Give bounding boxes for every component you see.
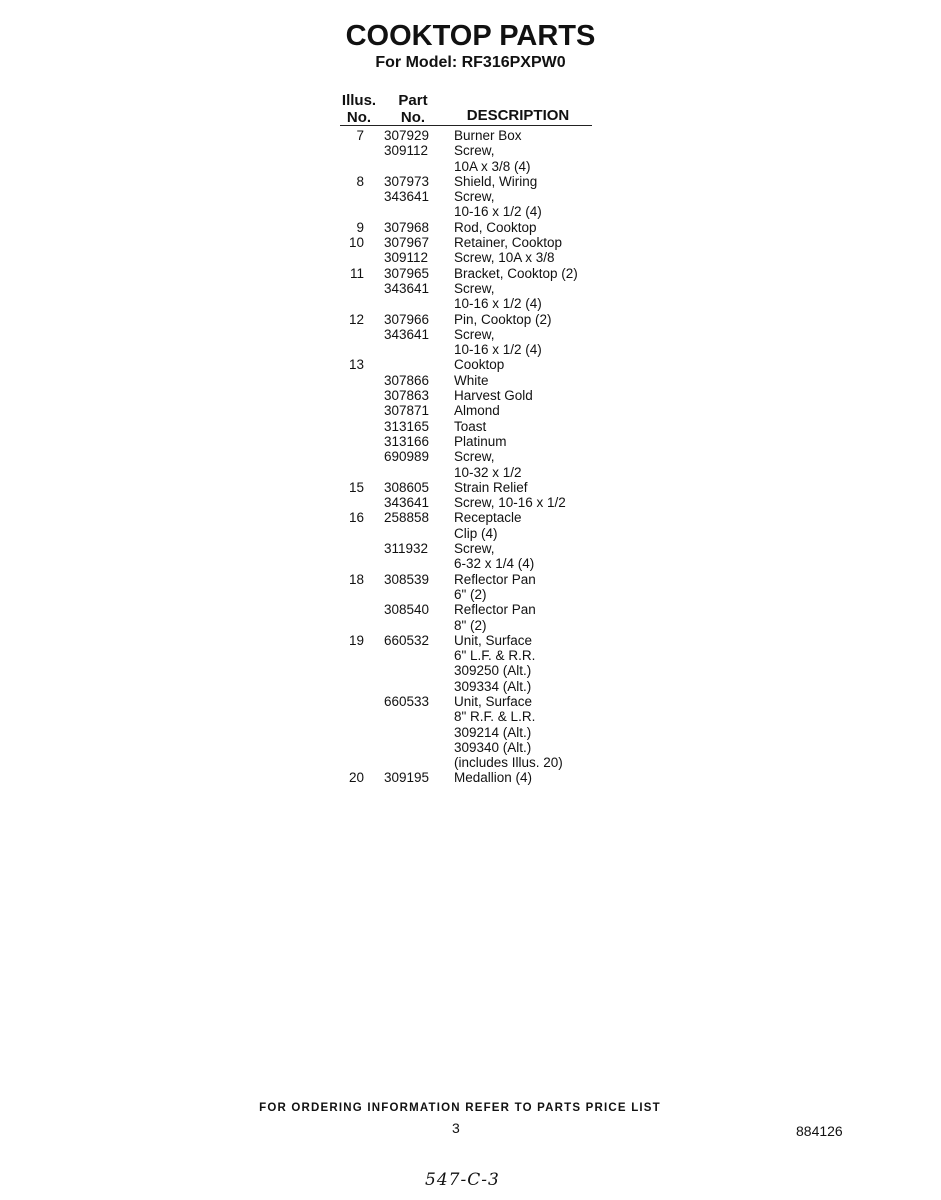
header-divider [340,125,592,126]
description-cell: Screw, 10-16 x 1/2 [454,495,566,511]
table-row [0,434,941,449]
description-cell: Retainer, Cooktop [454,235,563,251]
handwritten-mark: 547-C-3 [425,1170,500,1190]
description-cell: Unit, Surface [454,632,533,648]
part-header-line2: No. [400,109,426,126]
illus-no-cell: 7 [356,128,364,143]
table-row [0,220,941,235]
description-cell: Toast [454,418,487,434]
table-row [0,159,941,174]
description-cell: Almond [454,403,500,419]
illus-no-cell: 16 [348,510,364,526]
part-header-line1: Part [398,92,428,109]
table-row [0,373,941,388]
part-no-cell: 307968 [384,219,430,235]
table-row [0,403,941,418]
description-cell: 8" (2) [454,617,487,633]
description-cell: 10-16 x 1/2 (4) [454,296,542,312]
page-number: 3 [452,1120,460,1136]
table-row [0,189,941,204]
table-row [0,541,941,556]
description-cell: 10A x 3/8 (4) [454,158,531,174]
parts-table [0,128,941,786]
part-no-cell: 309112 [384,143,429,159]
model-subtitle: For Model: RF316PXPW0 [375,54,566,71]
table-row [0,342,941,357]
illus-no-cell: 9 [356,219,364,235]
illus-no-cell: 12 [348,311,364,327]
part-no-cell: 311932 [384,541,429,557]
part-no-cell: 343641 [384,326,430,342]
description-cell: Rod, Cooktop [454,219,537,235]
table-row [0,235,941,250]
description-cell: 8" R.F. & L.R. [454,709,536,725]
table-row [0,204,941,219]
description-cell: 10-32 x 1/2 [454,464,522,480]
illus-no-cell: 8 [356,173,364,189]
part-no-cell: 343641 [384,495,430,511]
table-row [0,266,941,281]
table-row [0,465,941,480]
description-cell: Screw, 10A x 3/8 [454,250,555,266]
description-cell: Receptacle [454,510,522,526]
table-row [0,572,941,587]
part-no-cell: 307871 [384,403,430,419]
table-row [0,480,941,495]
description-cell: Medallion (4) [454,770,533,786]
description-cell: White [454,372,489,388]
table-row [0,755,941,770]
document-number: 884126 [796,1123,843,1139]
part-no-cell: 308539 [384,571,430,587]
illus-no-cell: 18 [348,571,364,587]
description-cell: Unit, Surface [454,693,533,709]
description-cell: Platinum [454,433,507,449]
illus-header-line2: No. [346,109,372,126]
table-row [0,250,941,265]
part-no-cell: 307863 [384,388,430,404]
illus-no-cell: 19 [348,632,364,648]
description-cell: 309334 (Alt.) [454,678,532,694]
column-header-illus-no [334,92,384,126]
part-no-cell: 660533 [384,693,430,709]
description-cell: Strain Relief [454,479,528,495]
description-cell: Screw, [454,280,495,296]
part-no-cell: 307967 [384,235,430,251]
part-no-cell: 309112 [384,250,429,266]
illus-no-cell: 13 [348,357,364,373]
description-cell: Screw, [454,541,495,557]
description-cell: Cooktop [454,357,505,373]
description-cell: (includes Illus. 20) [454,755,563,771]
part-no-cell: 307966 [384,311,430,327]
part-no-cell: 307973 [384,173,430,189]
table-row [0,357,941,372]
ordering-note: FOR ORDERING INFORMATION REFER TO PARTS PRICE LIST [259,1102,661,1114]
table-row [0,281,941,296]
table-row [0,556,941,571]
part-no-cell: 258858 [384,510,430,526]
table-row [0,128,941,143]
part-no-cell: 308605 [384,479,430,495]
description-cell: 309340 (Alt.) [454,739,532,755]
table-row [0,296,941,311]
table-row [0,174,941,189]
illus-no-cell: 15 [348,479,364,495]
description-cell: 309250 (Alt.) [454,663,532,679]
table-row [0,709,941,724]
table-row [0,327,941,342]
table-row [0,618,941,633]
description-cell: Shield, Wiring [454,173,538,189]
table-row [0,449,941,464]
description-cell: 10-16 x 1/2 (4) [454,342,542,358]
page-title: COOKTOP PARTS [345,20,596,52]
description-cell: Screw, [454,189,495,205]
part-no-cell: 307965 [384,265,430,281]
description-cell: Screw, [454,449,495,465]
table-row [0,143,941,158]
part-no-cell: 308540 [384,602,430,618]
table-row [0,648,941,663]
table-row [0,633,941,648]
description-cell: 6" L.F. & R.R. [454,648,536,664]
description-cell: 10-16 x 1/2 (4) [454,204,542,220]
column-header-description: DESCRIPTION [466,107,570,124]
table-row [0,312,941,327]
table-row [0,526,941,541]
table-row [0,663,941,678]
table-row [0,770,941,785]
table-row [0,602,941,617]
table-row [0,740,941,755]
description-cell: Screw, [454,326,495,342]
illus-no-cell: 11 [349,265,364,281]
description-cell: Reflector Pan [454,602,536,618]
description-cell: Bracket, Cooktop (2) [454,265,578,281]
part-no-cell: 307866 [384,372,430,388]
description-cell: Burner Box [454,128,522,143]
part-no-cell: 660532 [384,632,430,648]
description-cell: 6" (2) [454,586,487,602]
description-cell: Screw, [454,143,495,159]
illus-no-cell: 10 [348,235,364,251]
table-row [0,679,941,694]
table-row [0,725,941,740]
description-cell: 309214 (Alt.) [454,724,532,740]
table-row [0,495,941,510]
column-header-part-no [388,92,438,126]
description-cell: Pin, Cooktop (2) [454,311,552,327]
description-cell: Reflector Pan [454,571,536,587]
part-no-cell: 343641 [384,189,430,205]
table-row [0,388,941,403]
table-row [0,694,941,709]
description-cell: 6-32 x 1/4 (4) [454,556,535,572]
part-no-cell: 690989 [384,449,430,465]
description-cell: Clip (4) [454,525,498,541]
description-cell: Harvest Gold [454,388,533,404]
table-row [0,510,941,525]
part-no-cell: 313165 [384,418,430,434]
part-no-cell: 343641 [384,280,430,296]
part-no-cell: 307929 [384,128,430,143]
table-row [0,419,941,434]
part-no-cell: 313166 [384,433,430,449]
table-row [0,587,941,602]
illus-header-line1: Illus. [341,92,377,109]
illus-no-cell: 20 [348,770,364,786]
part-no-cell: 309195 [384,770,430,786]
